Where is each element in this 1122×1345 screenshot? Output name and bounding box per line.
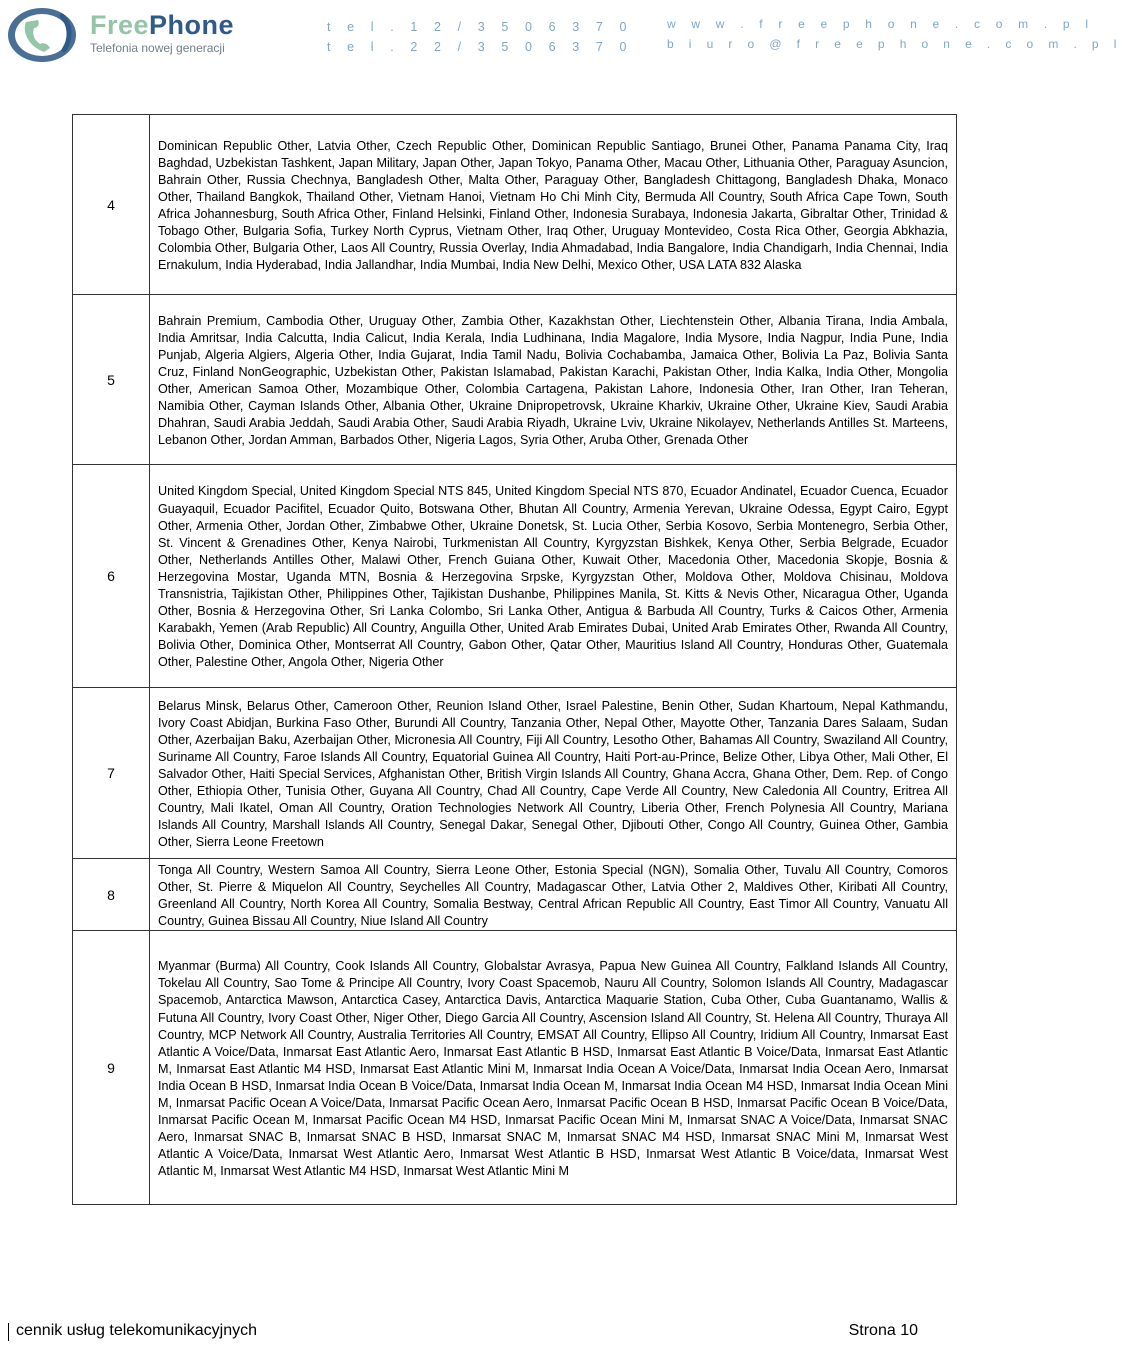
brand-phone: Phone <box>149 10 235 40</box>
zone-number: 4 <box>73 115 150 295</box>
zone-countries: Belarus Minsk, Belarus Other, Cameroon Other, Reunion Island Other, Israel Palestine, Benin Other, Sudan Khartoum, Nepal Kathmandu, Ivory Coast Abidjan, Burkina Faso Other, Burundi All Country, Tanzania Other, Nepal Other, Mayotte Other, Tanzania Dares Salaam, Sudan Other, Azerbaijan Baku, Azerbaijan Other, Micronesia All Country, Fiji All Country, Lesotho Other, Bahamas All Country, Swaziland All Country, Suriname All Country, Faroe Islands All Country, Equatorial Guinea All Country, Haiti Port-au-Prince, Belize Other, Libya Other, Mali Other, El Salvador Other, Haiti Special Services, Afghanistan Other, British Virgin Islands All Country, Ghana Accra, Ghana Other, Dem. Rep. of Congo Other, Ethiopia Other, Tunisia Other, Guyana All Country, Chad All Country, Cape Verde All Country, New Caledonia All Country, Eritrea All Country, Mali Ikatel, Oman All Country, Oration Technologies Network All Country, Liberia Other, French Polynesia All Country, Mariana Islands All Country, Marshall Islands All Country, Senegal Dakar, Senegal Other, Djibouti Other, Congo All Country, Guinea Other, Gambia Other, Sierra Leone Freetown <box>150 688 957 859</box>
zone-number: 7 <box>73 688 150 859</box>
zone-number: 5 <box>73 295 150 465</box>
email-link[interactable]: b i u r o @ f r e e p h o n e . c o m . p l <box>667 37 1122 51</box>
website-link[interactable]: w w w . f r e e p h o n e . c o m . p l <box>667 17 1095 31</box>
zone-countries: Dominican Republic Other, Latvia Other, Czech Republic Other, Dominican Republic Santiago, Brunei Other, Panama Panama City, Iraq Baghdad, Uzbekistan Tashkent, Japan Military, Japan Other, Japan Tokyo, Panama Other, Macau Other, Lithuania Other, Paraguay Asuncion, Bahrain Other, Russia Chechnya, Bangladesh Other, Malta Other, Paraguay Other, Bangladesh Chittagong, Bangladesh Dhaka, Monaco Other, Thailand Bangkok, Thailand Other, Vietnam Hanoi, Vietnam Ho Chi Minh City, Bermuda All Country, South Africa Cape Town, South Africa Johannesburg, South Africa Other, Finland Helsinki, Finland Other, Indonesia Surabaya, Indonesia Jakarta, Gibraltar Other, Trinidad & Tobago Other, Bulgaria Sofia, Turkey North Cyprus, Vietnam Other, Iraq Other, Uruguay Montevideo, Costa Rica Other, Georgia Abkhazia, Colombia Other, Bulgaria Other, Laos All Country, Russia Overlay, India Ahmadabad, India Bangalore, India Chandigarh, India Chennai, India Ernakulum, India Hyderabad, India Jallandhar, India Mumbai, India New Delhi, Mexico Other, USA LATA 832 Alaska <box>150 115 957 295</box>
footer-title: cennik usług telekomunikacyjnych <box>16 1322 258 1339</box>
phone-handset-icon <box>4 4 86 66</box>
page-header <box>0 0 1122 70</box>
footer-divider <box>8 1323 9 1341</box>
zone-countries: Myanmar (Burma) All Country, Cook Islands All Country, Globalstar Avrasya, Papua New Guinea All Country, Falkland Islands All Country, Tokelau All Country, Sao Tome & Principe All Country, Ivory Coast Spacemob, Nauru All Country, Solomon Islands All Country, Madagascar Spacemob, Antarctica Mawson, Antarctica Casey, Antarctica Davis, Antarctica Maquarie Station, Cuba Other, Cuba Guantanamo, Wallis & Futuna All Country, Ivory Coast Other, Niger Other, Diego Garcia All Country, Ascension Island All Country, St. Helena All Country, Thuraya All Country, MCP Network All Country, Australia Territories All Country, EMSAT All Country, Ellipso All Country, Iridium All Country, Inmarsat East Atlantic A Voice/Data, Inmarsat East Atlantic Aero, Inmarsat East Atlantic B HSD, Inmarsat East Atlantic B Voice/Data, Inmarsat East Atlantic M, Inmarsat East Atlantic M4 HSD, Inmarsat East Atlantic Mini M, Inmarsat India Ocean A Voice/Data, Inmarsat India Ocean Aero, Inmarsat India Ocean B HSD, Inmarsat India Ocean B Voice/Data, Inmarsat India Ocean M, Inmarsat India Ocean M4 HSD, Inmarsat India Ocean Mini M, Inmarsat Pacific Ocean A Voice/Data, Inmarsat Pacific Ocean Aero, Inmarsat Pacific Ocean B HSD, Inmarsat Pacific Ocean B Voice/Data, Inmarsat Pacific Ocean M, Inmarsat Pacific Ocean M4 HSD, Inmarsat Pacific Ocean Mini M, Inmarsat SNAC A Voice/Data, Inmarsat SNAC Aero, Inmarsat SNAC B, Inmarsat SNAC B HSD, Inmarsat SNAC M, Inmarsat SNAC M4 HSD, Inmarsat SNAC Mini M, Inmarsat West Atlantic A Voice/Data, Inmarsat West Atlantic Aero, Inmarsat West Atlantic B HSD, Inmarsat West Atlantic B Voice/data, Inmarsat West Atlantic M, Inmarsat West Atlantic M4 HSD, Inmarsat West Atlantic Mini M <box>150 931 957 1205</box>
zone-number: 8 <box>73 859 150 931</box>
table-row <box>73 859 957 931</box>
brand-tagline: Telefonia nowej generacji <box>90 41 225 55</box>
zone-countries: Bahrain Premium, Cambodia Other, Uruguay Other, Zambia Other, Kazakhstan Other, Liechtenstein Other, Albania Tirana, India Ambala, India Amritsar, India Calcutta, India Calicut, India Kerala, India Ludhinana, India Magalore, India Mysore, India Nagpur, India Pune, India Punjab, Algeria Algiers, Algeria Other, India Gujarat, India Tamil Nadu, Bolivia Cochabamba, Jamaica Other, Bolivia La Paz, Bolivia Santa Cruz, Finland NonGeographic, Uzbekistan Other, Pakistan Islamabad, Pakistan Karachi, Pakistan Other, India Kalka, India Other, Mongolia Other, American Samoa Other, Mozambique Other, Colombia Cartagena, Pakistan Lahore, Indonesia Other, Iran Other, Iran Teheran, Namibia Other, Cayman Islands Other, Albania Other, Ukraine Dnipropetrovsk, Ukraine Kharkiv, Ukraine Other, Ukraine Kiev, Saudi Arabia Dhahran, Saudi Arabia Jeddah, Saudi Arabia Other, Saudi Arabia Riyadh, Ukraine Lviv, Ukraine Nikolayev, Netherlands Antilles St. Marteens, Lebanon Other, Jordan Amman, Barbados Other, Nigeria Lagos, Syria Other, Aruba Other, Grenada Other <box>150 295 957 465</box>
brand-name <box>90 10 234 40</box>
zone-countries: United Kingdom Special, United Kingdom Special NTS 845, United Kingdom Special NTS 870, Ecuador Andinatel, Ecuador Cuenca, Ecuador Guayaquil, Ecuador Pacifitel, Ecuador Quito, Botswana Other, Bhutan All Country, Armenia Yerevan, Ukraine Odessa, Egypt Cairo, Egypt Other, Armenia Other, Jordan Other, Zimbabwe Other, Ukraine Donetsk, St. Lucia Other, Serbia Kosovo, Serbia Montenegro, Serbia Other, St. Vincent & Grenadines Other, Kenya Nairobi, Turkmenistan All Country, Kyrgyzstan Bishkek, Kenya Other, Serbia Belgrade, Ecuador Other, Netherlands Antilles Other, Malawi Other, French Guiana Other, Kuwait Other, Macedonia Other, Macedonia Skopje, Bosnia & Herzegovina Mostar, Uganda MTN, Bosnia & Herzegovina Srpske, Kyrgyzstan Other, Moldova Other, Moldova Chisinau, Moldova Transnistria, Tajikistan Other, Philippines Other, Tajikistan Dushanbe, Philippines Manila, St. Kitts & Nevis Other, Nicaragua Other, Uganda Other, Bosnia & Herzegovina Other, Sri Lanka Colombo, Sri Lanka Other, Antigua & Barbuda All Country, Turks & Caicos Other, Armenia Karabakh, Yemen (Arab Republic) All Country, Anguilla Other, United Arab Emirates Dubai, United Arab Emirates Other, Rwanda All Country, Bolivia Other, Dominica Other, Montserrat All Country, Gabon Other, Qatar Other, Mauritius Island All Country, Honduras Other, Guatemala Other, Palestine Other, Angola Other, Nigeria Other <box>150 465 957 688</box>
table-row <box>73 465 957 688</box>
table-row <box>73 931 957 1205</box>
table-row <box>73 115 957 295</box>
zone-country-table <box>72 114 957 1205</box>
table-row <box>73 688 957 859</box>
table-row <box>73 295 957 465</box>
brand-free: Free <box>90 10 150 40</box>
page-footer <box>8 1320 918 1342</box>
page-number: Strona 10 <box>848 1322 918 1339</box>
zone-number: 9 <box>73 931 150 1205</box>
freephone-logo <box>4 4 304 64</box>
logo-text <box>90 10 234 55</box>
phone-number-1: t e l . 1 2 / 3 5 0 6 3 7 0 <box>327 20 634 34</box>
phone-number-2: t e l . 2 2 / 3 5 0 6 3 7 0 <box>327 40 634 54</box>
zone-countries: Tonga All Country, Western Samoa All Country, Sierra Leone Other, Estonia Special (NGN), Somalia Other, Tuvalu All Country, Comoros Other, St. Pierre & Miquelon All Country, Seychelles All Country, Madagascar Other, Latvia Other 2, Maldives Other, Kiribati All Country, Greenland All Country, North Korea All Country, Somalia Bestway, Central African Republic All Country, East Timor All Country, Vanuatu All Country, Guinea Bissau All Country, Niue Island All Country <box>150 859 957 931</box>
zone-number: 6 <box>73 465 150 688</box>
